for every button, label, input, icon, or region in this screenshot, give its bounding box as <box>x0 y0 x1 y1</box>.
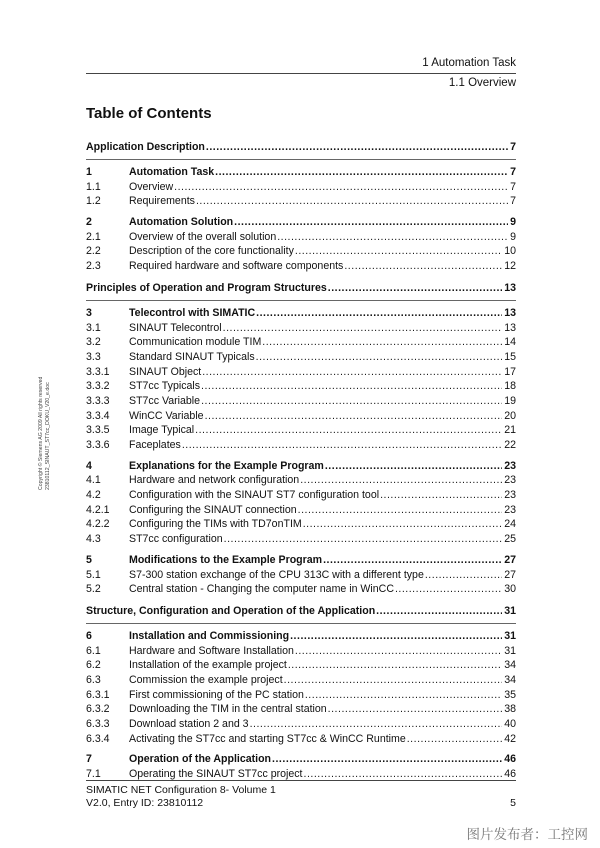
toc-entry-number: 6.1 <box>86 644 101 657</box>
toc-dot-leader <box>288 658 502 673</box>
toc-entry[interactable] <box>86 459 516 474</box>
toc-entry-page: 34 <box>504 659 516 672</box>
toc-entry[interactable] <box>86 335 516 350</box>
toc-entry-title: Application Description <box>86 141 205 153</box>
toc-entry[interactable] <box>86 582 516 597</box>
toc-entry-number: 3 <box>86 306 92 319</box>
toc-entry-number: 5.1 <box>86 568 101 581</box>
toc-entry[interactable] <box>86 604 516 619</box>
toc-entry[interactable] <box>86 281 516 296</box>
toc-dot-leader <box>201 394 502 409</box>
toc-entry-number: 1.2 <box>86 195 101 208</box>
toc-entry[interactable] <box>86 503 516 518</box>
watermark-text: 图片发布者：工控网 <box>466 827 588 843</box>
toc-entry-title: Automation Task <box>129 166 215 178</box>
toc-entry-number: 4.2.1 <box>86 503 110 516</box>
toc-entry-page: 27 <box>504 568 516 581</box>
toc-dot-leader <box>328 702 503 717</box>
toc-entry[interactable] <box>86 688 516 703</box>
toc-entry[interactable] <box>86 717 516 732</box>
toc-dot-leader <box>344 259 502 274</box>
toc-entry-title: Configuration with the SINAUT ST7 configuration tool <box>129 489 380 502</box>
toc-entry-number: 4.2 <box>86 489 101 502</box>
toc-entry-page: 15 <box>504 350 516 363</box>
toc-entry-page: 18 <box>504 380 516 393</box>
toc-entry-title: Description of the core functionality <box>129 245 294 258</box>
toc-entry[interactable] <box>86 752 516 767</box>
footer <box>86 784 276 810</box>
copyright-side-note <box>38 360 51 490</box>
toc-entry-page: 13 <box>504 321 516 334</box>
running-header-section: 1.1 Overview <box>448 77 516 89</box>
toc-dot-leader <box>284 673 503 688</box>
toc-dot-leader <box>277 230 508 245</box>
toc-entry[interactable] <box>86 553 516 568</box>
toc-entry[interactable] <box>86 423 516 438</box>
toc-entry-number: 3.3.6 <box>86 439 110 451</box>
toc-entry-number: 5.2 <box>86 583 101 596</box>
toc-entry-number: 6.3.3 <box>86 718 110 730</box>
toc-entry-number: 3.3.1 <box>86 365 110 378</box>
toc-entry-page: 9 <box>510 216 516 229</box>
toc-entry[interactable] <box>86 365 516 380</box>
toc-entry[interactable] <box>86 673 516 688</box>
toc-entry-title: Activating the ST7cc and starting ST7cc & WinCC Runtime <box>129 732 406 745</box>
page-title: Table of Contents <box>86 105 212 122</box>
toc-entry-number: 6 <box>86 629 92 642</box>
toc-entry-page: 19 <box>504 394 516 407</box>
toc-entry-number: 4 <box>86 459 92 472</box>
toc-dot-leader <box>234 215 508 230</box>
toc-entry-page: 34 <box>504 673 516 686</box>
toc-entry-number: 3.3.3 <box>86 394 110 407</box>
toc-dot-leader <box>305 688 502 703</box>
running-header-chapter: 1 Automation Task <box>422 57 516 69</box>
toc-entry-page: 7 <box>510 180 516 193</box>
toc-entry[interactable] <box>86 140 516 155</box>
toc-entry-page: 31 <box>504 644 516 657</box>
toc-entry[interactable] <box>86 438 516 453</box>
toc-dot-leader <box>323 553 502 568</box>
toc-entry-number: 4.3 <box>86 533 101 546</box>
toc-dot-leader <box>256 350 503 365</box>
table-of-contents <box>86 133 516 782</box>
toc-entry-page: 23 <box>504 474 516 487</box>
toc-entry[interactable] <box>86 321 516 336</box>
toc-entry-title: Operation of the Application <box>129 753 272 766</box>
toc-entry-page: 46 <box>504 753 516 766</box>
toc-entry-number: 3.3.4 <box>86 409 110 422</box>
toc-entry-title: Requirements <box>129 195 195 208</box>
toc-entry-page: 27 <box>504 553 516 566</box>
toc-dot-leader <box>256 306 502 321</box>
toc-entry[interactable] <box>86 244 516 259</box>
toc-entry[interactable] <box>86 517 516 532</box>
toc-entry-page: 7 <box>510 195 516 208</box>
toc-dot-leader <box>395 582 502 597</box>
toc-entry-page: 35 <box>504 688 516 701</box>
toc-entry[interactable] <box>86 180 516 195</box>
toc-dot-leader <box>262 335 502 350</box>
toc-entry-number: 6.3 <box>86 673 101 686</box>
toc-entry-title: Explanations for the Example Program <box>129 459 324 472</box>
toc-entry[interactable] <box>86 732 516 747</box>
toc-dot-leader <box>300 473 502 488</box>
toc-entry-page: 21 <box>504 424 516 437</box>
toc-entry-number: 3.1 <box>86 321 101 334</box>
toc-entry[interactable] <box>86 379 516 394</box>
toc-entry[interactable] <box>86 259 516 274</box>
toc-entry-title: Telecontrol with SIMATIC <box>129 306 256 319</box>
toc-entry-number: 6.3.2 <box>86 703 110 716</box>
toc-entry[interactable] <box>86 568 516 583</box>
toc-entry[interactable] <box>86 409 516 424</box>
toc-dot-leader <box>201 379 502 394</box>
toc-dot-leader <box>205 409 503 424</box>
toc-entry-number: 2.1 <box>86 230 101 243</box>
toc-dot-leader <box>182 438 502 453</box>
toc-entry-title: Overview <box>129 180 174 193</box>
header-rule <box>86 73 516 74</box>
toc-entry-title: WinCC Variable <box>129 409 204 422</box>
toc-entry-page: 23 <box>504 459 516 472</box>
toc-entry-page: 23 <box>504 489 516 502</box>
toc-entry-title: SINAUT Object <box>129 365 202 378</box>
toc-entry-page: 23 <box>504 503 516 516</box>
toc-entry-title: Principles of Operation and Program Structures <box>86 281 327 294</box>
toc-entry-title: Overview of the overall solution <box>129 230 277 243</box>
toc-entry[interactable] <box>86 165 516 180</box>
toc-entry[interactable] <box>86 658 516 673</box>
toc-entry[interactable] <box>86 194 516 209</box>
toc-entry-number: 4.1 <box>86 474 101 487</box>
toc-dot-leader <box>215 165 508 180</box>
toc-entry-title: SINAUT Telecontrol <box>129 321 222 334</box>
toc-dot-leader <box>202 365 502 380</box>
toc-entry[interactable] <box>86 488 516 503</box>
toc-entry-number: 6.2 <box>86 659 101 672</box>
toc-entry-title: ST7cc configuration <box>129 533 223 546</box>
toc-entry-title: Installation of the example project <box>129 659 287 672</box>
toc-entry-page: 31 <box>504 629 516 642</box>
toc-entry-number: 7.1 <box>86 768 101 781</box>
toc-dot-leader <box>425 568 502 583</box>
toc-entry-title: Automation Solution <box>129 216 234 229</box>
toc-entry-page: 31 <box>504 604 516 617</box>
toc-dot-leader <box>380 488 502 503</box>
toc-dot-leader <box>376 604 502 619</box>
toc-entry-title: Installation and Commissioning <box>129 629 290 642</box>
toc-entry-page: 38 <box>504 703 516 716</box>
toc-dot-leader <box>290 629 502 644</box>
toc-entry-page: 7 <box>510 141 516 153</box>
toc-entry-number: 6.3.4 <box>86 732 110 745</box>
toc-entry-title: Hardware and Software Installation <box>129 644 294 657</box>
document-filename: 23810112_SINAUT_ST7cc_DOKU_V20_e.doc <box>44 382 51 490</box>
toc-entry[interactable] <box>86 306 516 321</box>
toc-entry-title: Standard SINAUT Typicals <box>129 350 255 363</box>
toc-dot-leader <box>328 281 502 296</box>
toc-entry-number: 3.3 <box>86 350 101 363</box>
toc-dot-leader <box>223 321 503 336</box>
toc-entry-title: Central station - Changing the computer name in WinCC <box>129 583 394 596</box>
toc-entry-title: Download station 2 and 3 <box>129 718 249 730</box>
toc-entry-page: 25 <box>504 533 516 546</box>
toc-entry-title: Commission the example project <box>129 673 283 686</box>
footer-product: SIMATIC NET Configuration 8- Volume 1 <box>86 784 276 796</box>
toc-entry-page: 46 <box>504 768 516 781</box>
toc-entry-number: 1.1 <box>86 180 101 193</box>
toc-entry-page: 17 <box>504 365 516 378</box>
toc-dot-leader <box>224 532 503 547</box>
toc-entry-number: 2.3 <box>86 260 101 273</box>
toc-entry-title: Downloading the TIM in the central station <box>129 703 327 716</box>
toc-entry-page: 7 <box>510 166 516 178</box>
toc-entry-page: 30 <box>504 583 516 596</box>
toc-dot-leader <box>295 644 502 659</box>
toc-entry-page: 20 <box>504 409 516 422</box>
toc-entry-page: 22 <box>504 439 516 451</box>
toc-entry-number: 7 <box>86 753 92 766</box>
toc-entry-page: 40 <box>504 718 516 730</box>
toc-entry-title: Hardware and network configuration <box>129 474 300 487</box>
toc-dot-leader <box>325 459 502 474</box>
toc-dot-leader <box>303 517 502 532</box>
toc-entry-number: 2.2 <box>86 245 101 258</box>
toc-dot-leader <box>298 503 503 518</box>
toc-dot-leader <box>174 180 508 195</box>
toc-entry[interactable] <box>86 394 516 409</box>
toc-entry-title: Modifications to the Example Program <box>129 553 323 566</box>
toc-entry-number: 3.2 <box>86 336 101 349</box>
toc-dot-leader <box>295 244 502 259</box>
toc-entry-title: Image Typical <box>129 424 195 437</box>
toc-entry[interactable] <box>86 473 516 488</box>
toc-dot-leader <box>272 752 502 767</box>
toc-entry-number: 6.3.1 <box>86 688 110 701</box>
toc-entry-title: Structure, Configuration and Operation of the Application <box>86 604 376 617</box>
toc-entry-page: 12 <box>504 260 516 273</box>
toc-entry-title: Required hardware and software components <box>129 260 344 273</box>
footer-entry-id: V2.0, Entry ID: 23810112 <box>86 797 204 809</box>
toc-dot-leader <box>250 717 503 732</box>
toc-entry[interactable] <box>86 629 516 644</box>
toc-entry[interactable] <box>86 215 516 230</box>
toc-dot-leader <box>407 732 502 747</box>
toc-dot-leader <box>196 194 508 209</box>
toc-entry[interactable] <box>86 644 516 659</box>
toc-entry-title: ST7cc Typicals <box>129 380 201 393</box>
toc-entry-page: 42 <box>504 732 516 745</box>
toc-entry-page: 13 <box>504 306 516 319</box>
footer-rule <box>86 780 516 781</box>
page-number: 5 <box>510 797 516 809</box>
toc-entry-number: 2 <box>86 216 92 229</box>
toc-entry-page: 14 <box>504 336 516 349</box>
toc-dot-leader <box>195 423 502 438</box>
toc-entry-page: 10 <box>504 245 516 258</box>
toc-entry[interactable] <box>86 532 516 547</box>
toc-entry[interactable] <box>86 702 516 717</box>
toc-entry[interactable] <box>86 350 516 365</box>
toc-entry-title: Configuring the TIMs with TD7onTIM <box>129 518 302 531</box>
toc-dot-leader <box>206 140 508 155</box>
toc-entry-number: 3.3.2 <box>86 380 110 393</box>
toc-entry-title: First commissioning of the PC station <box>129 688 304 701</box>
toc-entry-title: S7-300 station exchange of the CPU 313C with a different type <box>129 568 424 581</box>
toc-entry-title: Operating the SINAUT ST7cc project <box>129 768 303 781</box>
toc-entry[interactable] <box>86 230 516 245</box>
toc-entry-title: Configuring the SINAUT connection <box>129 503 297 516</box>
toc-entry-number: 3.3.5 <box>86 424 110 437</box>
toc-entry-title: Faceplates <box>129 439 181 451</box>
toc-entry-page: 13 <box>504 281 516 294</box>
toc-entry-title: Communication module TIM <box>129 336 262 349</box>
toc-entry-page: 24 <box>504 518 516 531</box>
copyright-line: Copyright © Siemens AG 2009 All rights reserved <box>38 376 44 490</box>
toc-entry-number: 1 <box>86 166 92 178</box>
toc-entry-title: ST7cc Variable <box>129 394 201 407</box>
toc-entry-page: 9 <box>510 230 516 243</box>
toc-entry-number: 4.2.2 <box>86 518 110 531</box>
toc-entry-number: 5 <box>86 553 92 566</box>
